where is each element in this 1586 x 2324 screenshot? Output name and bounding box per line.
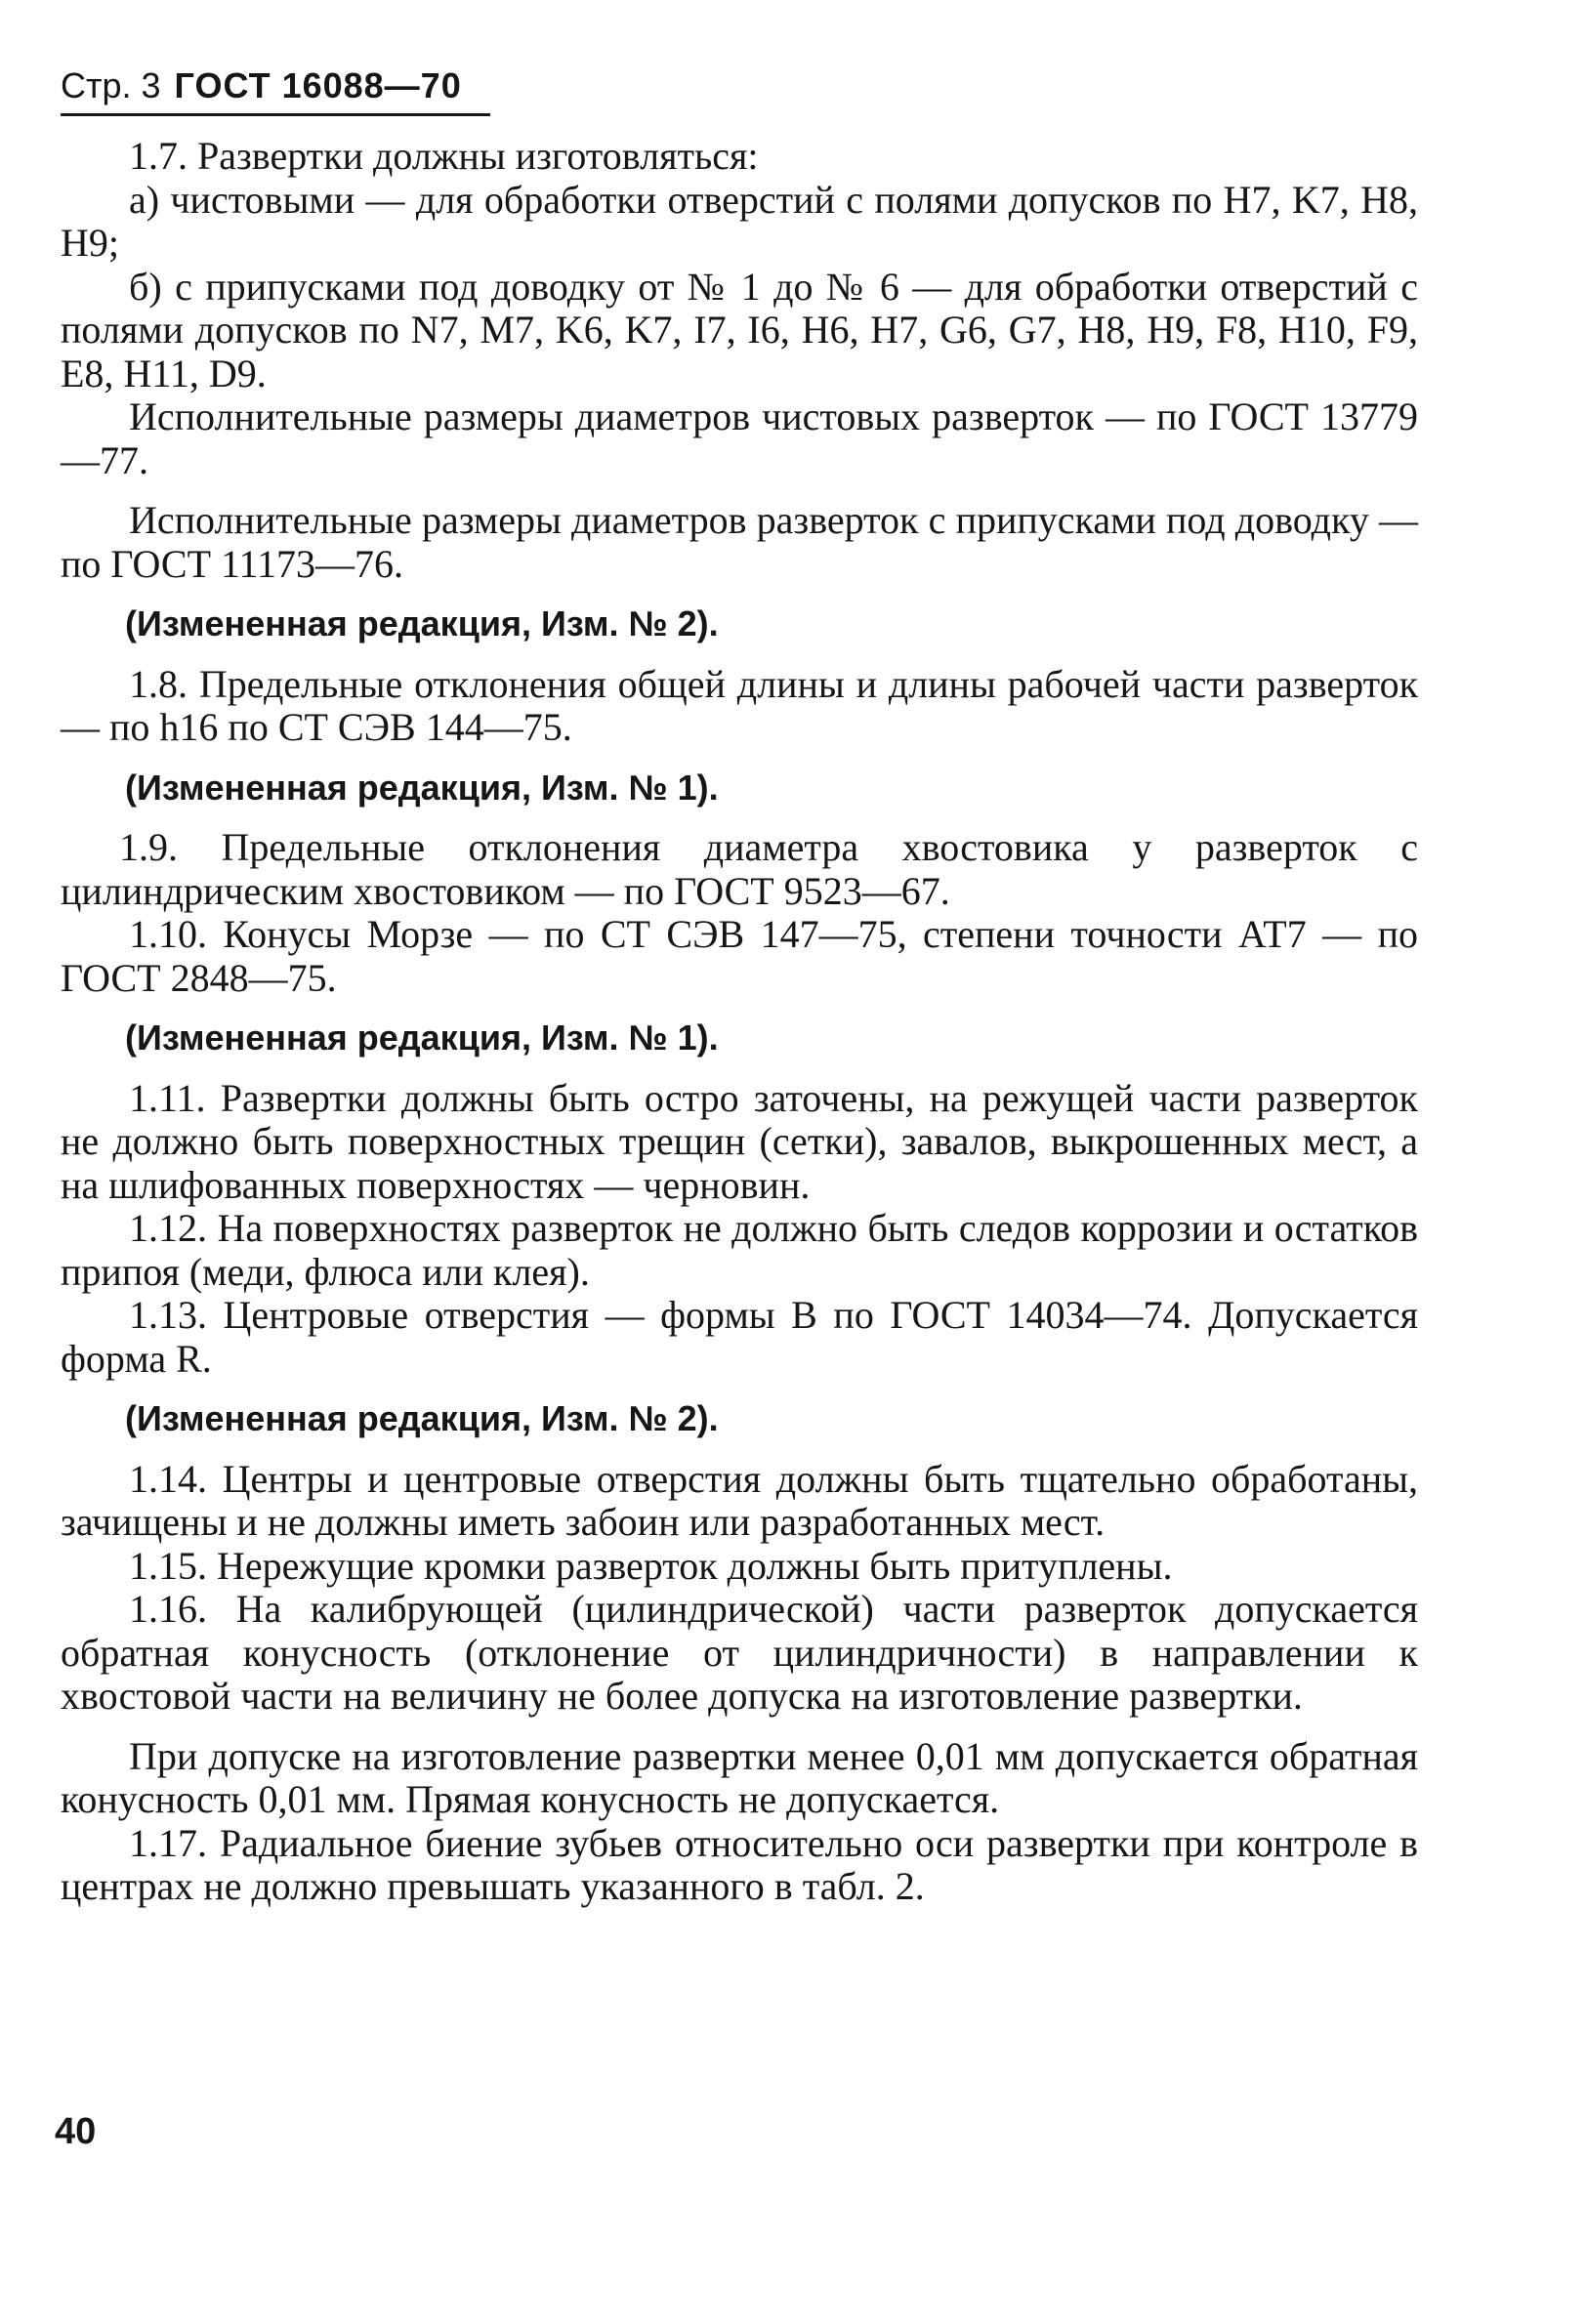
change-note: (Измененная редакция, Изм. № 1). xyxy=(125,1017,719,1058)
clause-1-14: 1.14. Центры и центровые отверстия должны быть тщательно обработаны, зачищены и не должны иметь забоин или разработанных мест. xyxy=(61,1456,1418,1544)
clause-1-7-b: б) с припусками под доводку от № 1 до № 6 — для обработки отверстий с полями допусков по N7, M7, K6, K7, I7, I6, H6, H7, G6, G7, H8, H9, F8, H10, F9, E8, H11, D9. xyxy=(61,264,1418,395)
clause-1-16-tolerance: При допуске на изготовление развертки менее 0,01 мм допускается обратная конусность 0,01 мм. Прямая конусность не допускается. xyxy=(61,1733,1418,1821)
change-note: (Измененная редакция, Изм. № 1). xyxy=(125,767,719,808)
clause-1-7-allowance-sizes: Исполнительные размеры диаметров разверток с припусками под доводку — по ГОСТ 11173—76. xyxy=(61,498,1418,586)
page-label: Стр. 3 xyxy=(61,65,161,105)
clause-1-9: 1.9. Предельные отклонения диаметра хвостовика у разверток с цилиндрическим хвостовиком — по ГОСТ 9523—67. xyxy=(61,825,1418,913)
clause-1-11: 1.11. Развертки должны быть остро заточены, на режущей части разверток не должно быть поверхностных трещин (сетки), завалов, выкрошенных мест, а на шлифованных поверхностях — черновин. xyxy=(61,1075,1418,1207)
clause-1-13: 1.13. Центровые отверстия — формы В по ГОСТ 14034—74. Допускается форма R. xyxy=(61,1293,1418,1381)
clause-1-15: 1.15. Нережущие кромки разверток должны быть притуплены. xyxy=(129,1543,1173,1588)
document-body xyxy=(61,135,1418,1909)
clause-1-7: 1.7. Развертки должны изготовляться: xyxy=(129,134,759,178)
header-rule xyxy=(61,113,490,116)
clause-1-10: 1.10. Конусы Морзе — по СТ СЭВ 147—75, степени точности АТ7 — по ГОСТ 2848—75. xyxy=(61,912,1418,1000)
clause-1-7-finishing-sizes: Исполнительные размеры диаметров чистовых разверток — по ГОСТ 13779—77. xyxy=(61,394,1418,482)
page-header xyxy=(61,57,490,115)
clause-1-7-a: а) чистовыми — для обработки отверстий с полями допусков по H7, K7, H8, H9; xyxy=(61,177,1418,265)
gost-designation: ГОСТ 16088—70 xyxy=(174,65,462,105)
change-note: (Измененная редакция, Изм. № 2). xyxy=(125,603,719,643)
clause-1-12: 1.12. На поверхностях разверток не должно быть следов коррозии и остатков припоя (меди, флюса или клея). xyxy=(61,1206,1418,1294)
clause-1-16: 1.16. На калибрующей (цилиндрической) части разверток допускается обратная конусность (отклонение от цилиндричности) в направлении к хвостовой части на величину не более допуска на изготовление развертки. xyxy=(61,1587,1418,1718)
clause-1-17: 1.17. Радиальное биение зубьев относительно оси развертки при контроле в центрах не должно превышать указанного в табл. 2. xyxy=(61,1820,1418,1908)
change-note: (Измененная редакция, Изм. № 2). xyxy=(125,1398,719,1438)
page-number: 40 xyxy=(55,2111,97,2152)
clause-1-8: 1.8. Предельные отклонения общей длины и длины рабочей части разверток — по h16 по СТ СЭВ 144—75. xyxy=(61,661,1418,749)
